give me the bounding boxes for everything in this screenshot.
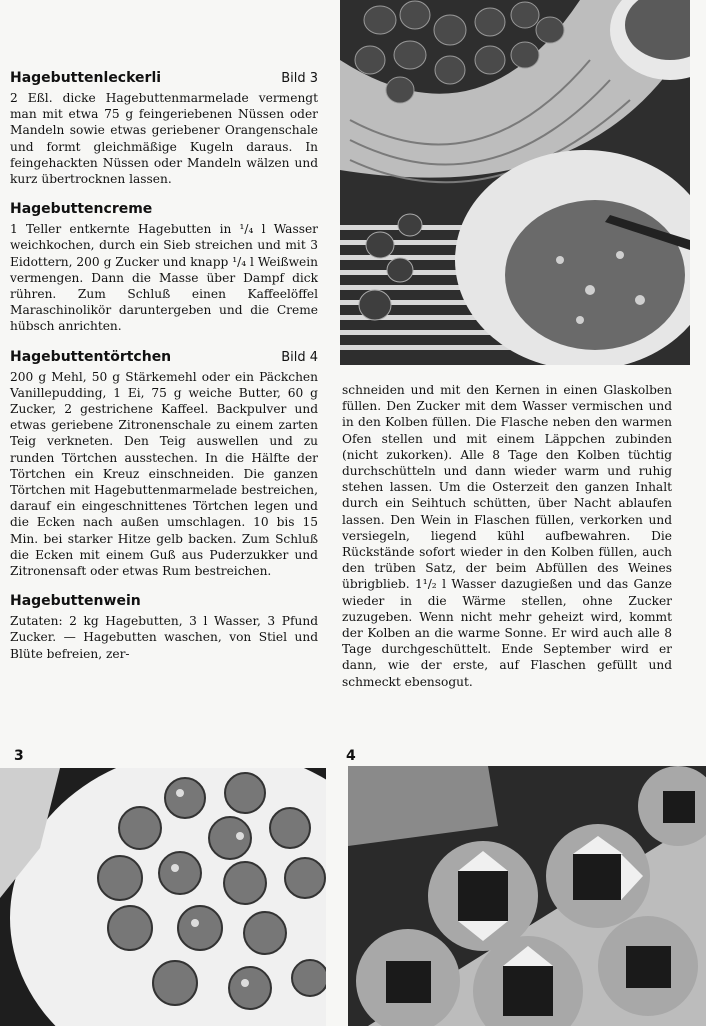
continuation-text: schneiden und mit den Kernen in einen Glaskolben füllen. Den Zucker mit dem Wasser vermischen und in den Kolben füllen. Die Flasche neben den warmen Ofen stellen und mit einem Läppchen zubinden (nicht zukorken). Alle 8 Tage den Kolben tüchtig durchschütteln und dann wieder warm und ruhig stehen lassen. Um die Osterzeit den ganzen Inhalt durch ein Seihtuch schütten, über Nacht ablaufen lassen. Den Wein in Flaschen füllen, verkorken und versiegeln, liegend kühl aufbewahren. Die Rückstände sofort wieder in den Kolben füllen, auch den trüben Satz, der beim Abfüllen des Weines übrigblieb. 1¹/₂ l Wasser dazugießen und das Ganze wieder in die Wärme stellen, ohne Zucker zuzugeben. Wenn nicht mehr geheizt wird, kommt der Kolben an die warme Sonne. Er wird auch alle 8 Tage durchgeschüttelt. Ende September wird er dann, wie der erste, auf Flaschen gefüllt und schmeckt ebensogut. bbox=[342, 383, 672, 689]
recipe-title: Hagebuttencreme bbox=[10, 201, 153, 218]
page-number-right: 4 bbox=[346, 748, 356, 764]
recipe-section bbox=[10, 70, 318, 187]
rosehip-photo bbox=[340, 0, 690, 365]
recipe-text: 2 Eßl. dicke Hagebuttenmarmelade vermengt man mit etwa 75 g feingeriebenen Nüssen oder Mandeln sowie etwas geriebener Orangenschale und formt gleichmäßige Kugeln daraus. In feingehackten Nüssen oder Mandeln wälzen und kurz übertrocknen lassen. bbox=[10, 91, 318, 187]
recipe-section bbox=[10, 201, 318, 334]
page-number-left: 3 bbox=[14, 748, 24, 764]
recipe-title: Hagebuttenwein bbox=[10, 593, 141, 610]
recipe-title: Hagebuttenleckerli bbox=[10, 70, 162, 86]
recipe-section bbox=[10, 593, 318, 662]
recipe-section bbox=[10, 349, 318, 580]
recipe-text: 200 g Mehl, 50 g Stärkemehl oder ein Päckchen Vanillepudding, 1 Ei, 75 g weiche Butter, 60 g Zucker, 2 gestrichene Kaffeel. Backpulver und etwas geriebene Zitronenschale zu einem zarten Teig verkneten. Den Teig auswellen und zu runden Törtchen ausstechen. In die Hälfte der Törtchen ein Kreuz einschneiden. Die ganzen Törtchen mit Hagebuttenmarmelade bestreichen, darauf ein eingeschnittenes Törtchen legen und die Ecken nach außen umschlagen. 10 bis 15 Min. bei starker Hitze gelb backen. Zum Schluß die Ecken mit einem Guß aus Puderzukker und Zitronensaft oder etwas Rum bestreichen. bbox=[10, 369, 318, 579]
right-column bbox=[342, 382, 672, 690]
figure-ref: Bild 3 bbox=[281, 71, 318, 86]
recipe-text: 1 Teller entkernte Hagebutten in ¹/₄ l Wasser weichkochen, durch ein Sieb streichen und mit 3 Eidottern, 200 g Zucker und knapp ¹/₄ l Weißwein vermengen. Dann die Masse über Dampf dick rühren. Zum Schluß einen Kaffeelöffel Maraschinolikör daruntergeben und die Creme hübsch anrichten. bbox=[10, 222, 318, 334]
left-column bbox=[10, 70, 318, 676]
toertchen-photo bbox=[348, 766, 706, 1026]
figure-ref: Bild 4 bbox=[281, 349, 318, 365]
recipe-text: Zutaten: 2 kg Hagebutten, 3 l Wasser, 3 Pfund Zucker. — Hagebutten waschen, von Stiel und Blüte befreien, zer- bbox=[10, 614, 318, 661]
leckerli-photo bbox=[0, 768, 326, 1026]
recipe-title: Hagebuttentörtchen bbox=[10, 348, 172, 365]
